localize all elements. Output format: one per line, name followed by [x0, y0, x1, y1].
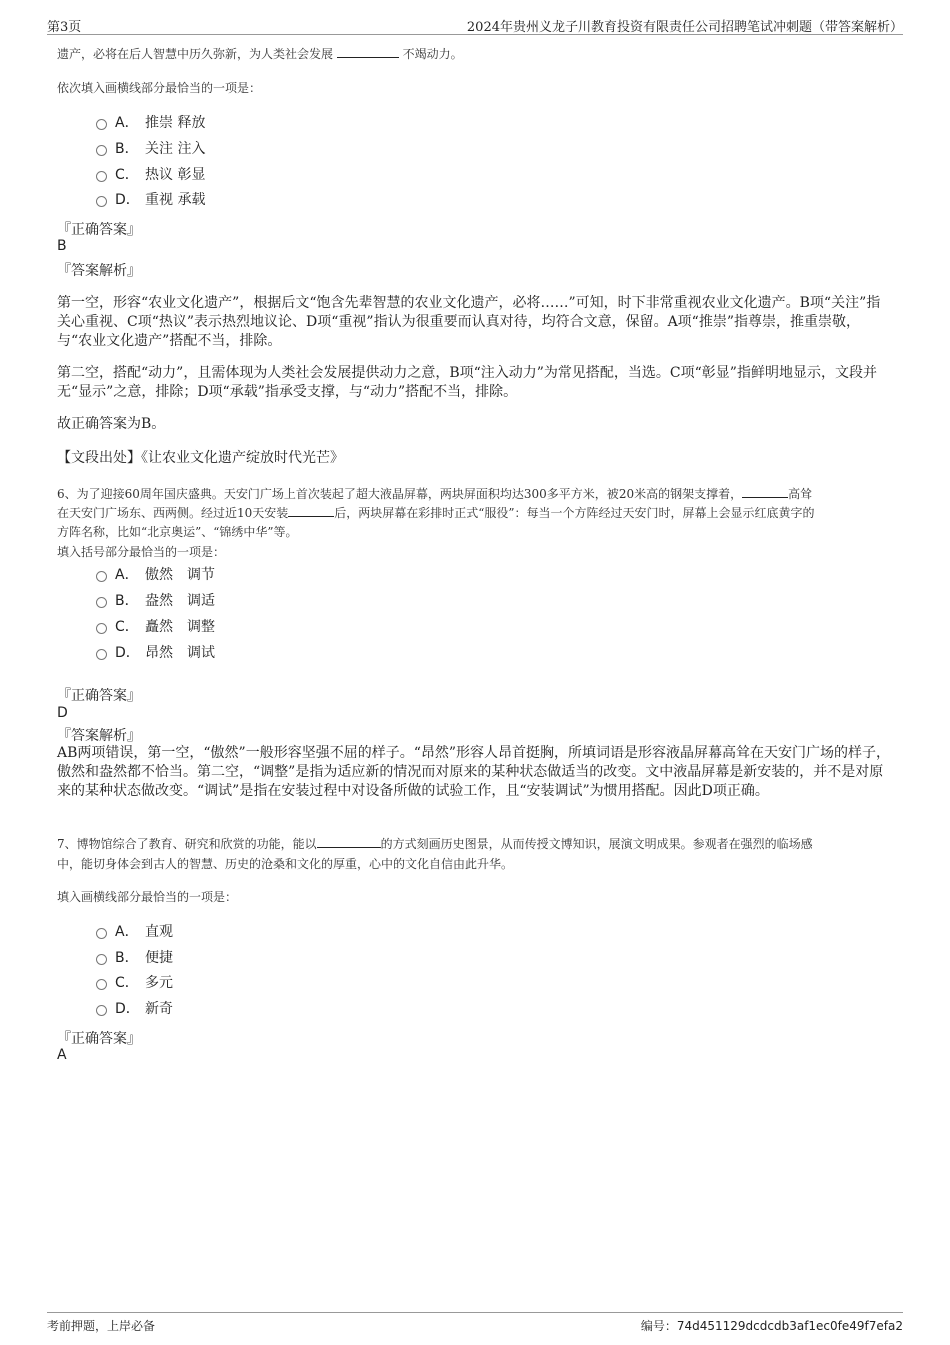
- q5-option-c[interactable]: C． 热议 彰显: [96, 165, 205, 185]
- q5-answer-label: 『正确答案』: [57, 222, 141, 238]
- q5-answer: B: [57, 238, 67, 254]
- radio-icon[interactable]: [96, 649, 107, 660]
- q6-stem-line3: 方阵名称，比如“北京奥运”、“锦绣中华”等。: [57, 525, 298, 539]
- q6-analysis-label: 『答案解析』: [57, 728, 141, 744]
- radio-icon[interactable]: [96, 954, 107, 965]
- q7-option-b[interactable]: B． 便捷: [96, 948, 173, 968]
- q6-prompt: 填入括号部分最恰当的一项是：: [57, 545, 226, 559]
- fill-blank: [317, 835, 381, 848]
- q5-analysis-p1: 第一空，形容“农业文化遗产”，根据后文“饱含先辈智慧的农业文化遗产，必将……”可知，时下非常重视农业文化遗产。B项“关注”指关心重视、C项“热议”表示热烈地议论、D项“重视”指认为很重要而认真对待，均符合文意，保留。A项“推崇”指尊崇，推重崇敬，与“农业文化遗产”搭配不当，排除。: [57, 295, 881, 349]
- q6-option-d[interactable]: D． 昂然 调试: [96, 643, 215, 663]
- radio-icon[interactable]: [96, 979, 107, 990]
- document-id: 编号：74d451129dcdcdb3af1ec0fe49f7efa2: [640, 1319, 903, 1333]
- radio-icon[interactable]: [96, 119, 107, 130]
- q7-option-c[interactable]: C． 多元: [96, 973, 173, 993]
- page-header: [47, 14, 903, 35]
- q7-stem-line2: 中，能切身体会到古人的智慧、历史的沧桑和文化的厚重，心中的文化自信由此升华。: [57, 857, 514, 871]
- q5-stem-tail: 遗产，必将在后人智慧中历久弥新，为人类社会发展 不竭动力。: [57, 47, 463, 61]
- q7-option-a[interactable]: A． 直观: [96, 922, 173, 942]
- page-number: 第3页: [47, 20, 82, 35]
- radio-icon[interactable]: [96, 928, 107, 939]
- footer-slogan: 考前押题，上岸必备: [47, 1319, 156, 1333]
- q6-stem-line2: 在天安门广场东、西两侧。经过近10天安装 后，两块屏幕在彩排时正式“服役”：每当一个方阵经过天安门时，屏幕上会显示红底黄字的: [57, 506, 815, 520]
- q7-prompt: 填入画横线部分最恰当的一项是：: [57, 890, 238, 904]
- q6-option-c[interactable]: C． 矗然 调整: [96, 617, 215, 637]
- radio-icon[interactable]: [96, 171, 107, 182]
- q6-answer-label: 『正确答案』: [57, 688, 141, 704]
- q7-option-d[interactable]: D． 新奇: [96, 999, 173, 1019]
- q7-stem-line1: 7、博物馆综合了教育、研究和欣赏的功能，能以 的方式刻画历史图景，从而传授文博知识，展演文明成果。参观者在强烈的临场感: [57, 837, 813, 851]
- q6-analysis: AB两项错误，第一空，“傲然”一般形容坚强不屈的样子。“昂然”形容人昂首挺胸，所填词语是形容液晶屏幕高耸在天安门广场的样子，傲然和盎然都不恰当。第二空，“调整”是指为适应新的情况而对原来的某种状态做适当的改变。文中液晶屏幕是新安装的，并不是对原来的某种状态做改变。“调试”是指在安装过程中对设备所做的试验工作，且“安装调试”为惯用搭配。因此D项正确。: [57, 745, 891, 799]
- radio-icon[interactable]: [96, 597, 107, 608]
- q6-answer: D: [57, 705, 68, 721]
- q6-option-a[interactable]: A． 傲然 调节: [96, 565, 215, 585]
- radio-icon[interactable]: [96, 196, 107, 207]
- radio-icon[interactable]: [96, 623, 107, 634]
- fill-blank: [288, 504, 334, 517]
- q5-source: 【文段出处】《让农业文化遗产绽放时代光芒》: [57, 450, 344, 466]
- q5-option-a[interactable]: A． 推崇 释放: [96, 113, 205, 133]
- q7-answer-label: 『正确答案』: [57, 1031, 141, 1047]
- page-footer: [47, 1312, 903, 1335]
- radio-icon[interactable]: [96, 571, 107, 582]
- fill-blank: [337, 45, 399, 58]
- document-title: 2024年贵州义龙子川教育投资有限责任公司招聘笔试冲刺题（带答案解析）: [466, 20, 903, 35]
- radio-icon[interactable]: [96, 145, 107, 156]
- q5-analysis-p2: 第二空，搭配“动力”，且需体现为人类社会发展提供动力之意，B项“注入动力”为常见搭配，当选。C项“彰显”指鲜明地显示，文段并无“显示”之意，排除；D项“承载”指承受支撑，与“动力”搭配不当，排除。: [57, 365, 877, 400]
- q5-option-b[interactable]: B． 关注 注入: [96, 139, 205, 159]
- q6-option-b[interactable]: B． 盎然 调适: [96, 591, 215, 611]
- q6-stem-line1: 6、为了迎接60周年国庆盛典。天安门广场上首次装起了超大液晶屏幕，两块屏面积均达300多平方米，被20米高的钢架支撑着， 高耸: [57, 487, 813, 501]
- fill-blank: [742, 485, 788, 498]
- q5-prompt: 依次填入画横线部分最恰当的一项是：: [57, 81, 262, 95]
- q7-answer: A: [57, 1047, 67, 1063]
- radio-icon[interactable]: [96, 1005, 107, 1016]
- q5-analysis-label: 『答案解析』: [57, 263, 141, 279]
- q5-analysis-p3: 故正确答案为B。: [57, 416, 166, 432]
- q5-option-d[interactable]: D． 重视 承载: [96, 190, 205, 210]
